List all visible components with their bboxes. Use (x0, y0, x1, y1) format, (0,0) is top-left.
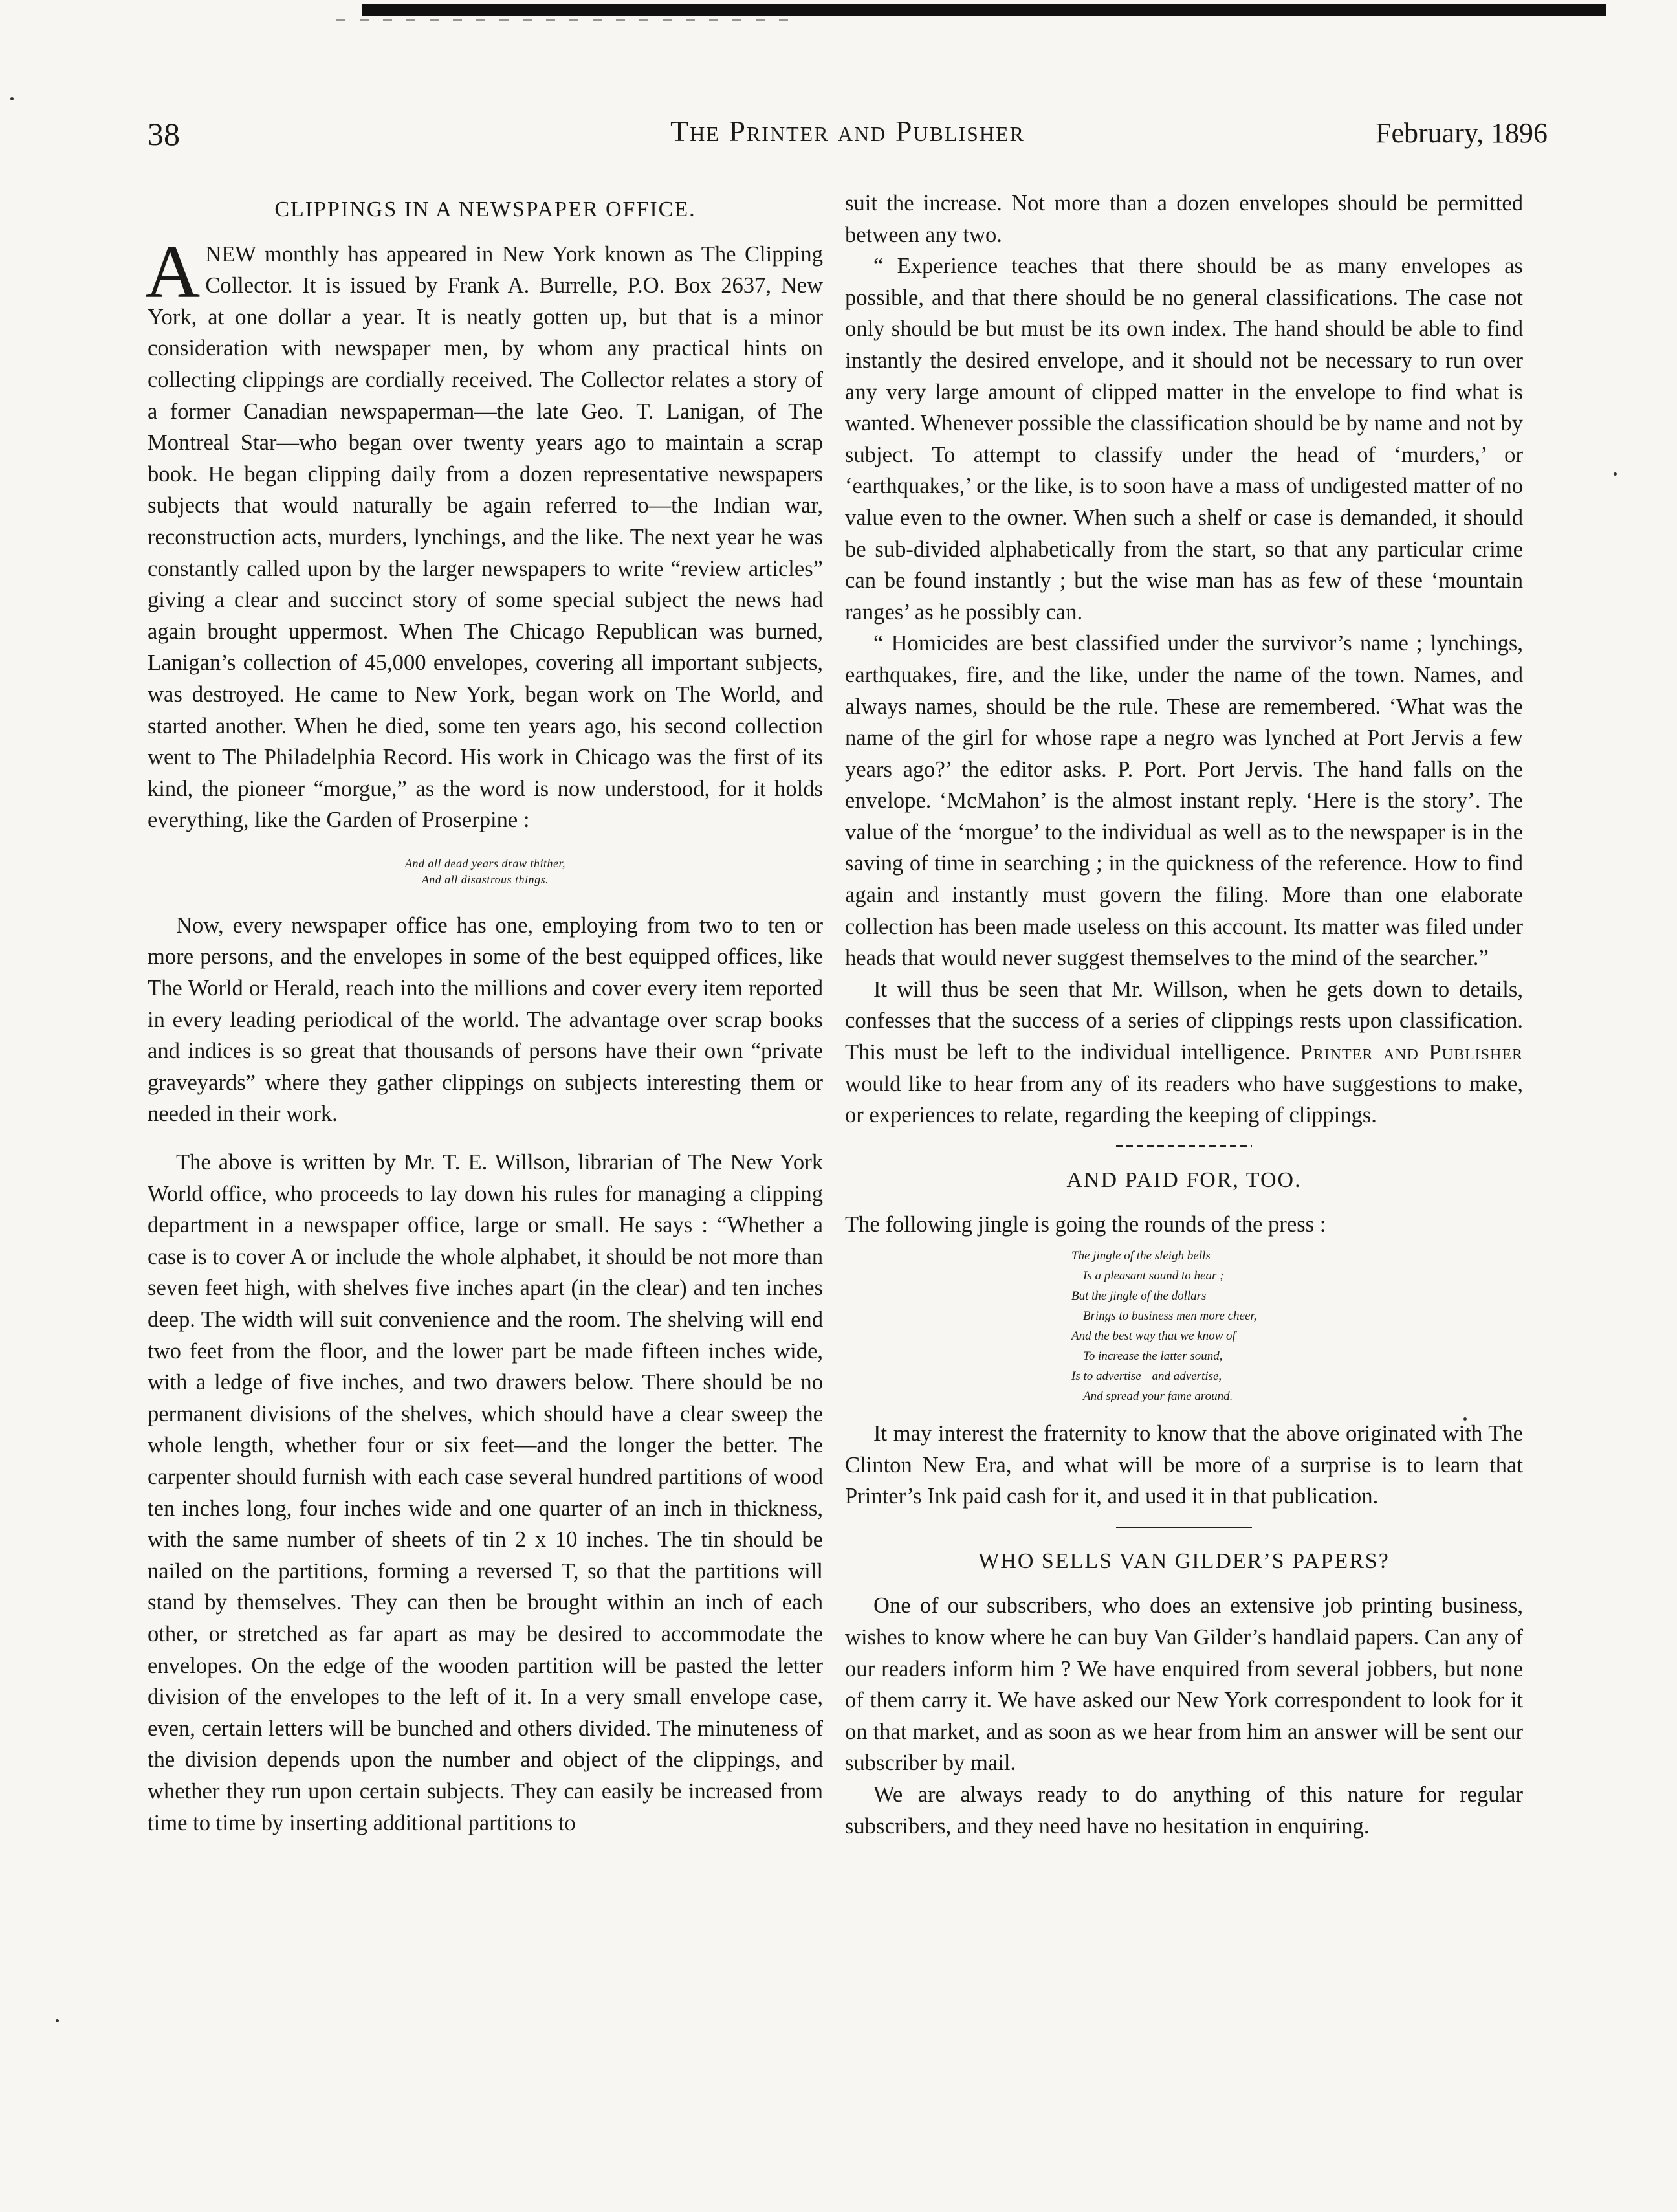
jingle-line: But the jingle of the dollars (1071, 1289, 1207, 1303)
jingle-line: The jingle of the sleigh bells (1071, 1249, 1211, 1263)
article-clippings (145, 194, 823, 1839)
page-number: 38 (148, 116, 180, 152)
print-speck (1614, 472, 1617, 476)
article-paragraph: Now, every newspaper office has one, employing from two to ten or more persons, and the envelopes in some of the best equipped offices, like The World or Herald, reach into the millions and cover every item reported in every leading periodical of the world. The advantage over scrap books and indices is so great that thousands of persons have their own “private graveyards” where they gather clippings on subjects interesting them or needed in their work. (148, 912, 823, 1127)
article-headline: WHO SELLS VAN GILDER’S PAPERS? (978, 1549, 1390, 1573)
drop-cap: A (145, 228, 201, 314)
jingle-line: Is to advertise—and advertise, (1071, 1369, 1222, 1383)
article-paragraph: One of our subscribers, who does an extensive job printing business, wishes to know where he can buy Van Gilder’s handlaid papers. Can any of our readers inform him ? We have enquired from several jobbers, but none of them carry it. We have asked our New York correspondent to look for it on that market, and as soon as we hear from him an answer will be sent our subscriber by mail. (845, 1593, 1523, 1776)
jingle-line: Is a pleasant sound to hear ; (1083, 1269, 1224, 1283)
page-header (148, 110, 1548, 155)
article-intro: The following jingle is going the rounds of the press : (845, 1212, 1326, 1237)
closing-text: would like to hear from any of its readers who have suggestions to make, or experiences to relate, regarding the keeping of clippings. (845, 1071, 1523, 1128)
article-paragraph: We are always ready to do anything of this nature for regular subscribers, and they need have no hesitation in enquiring. (845, 1782, 1523, 1839)
left-column (145, 188, 823, 1839)
jingle-line: Brings to business men more cheer, (1083, 1309, 1257, 1323)
right-column (845, 188, 1523, 1842)
article-paragraph: “ Homicides are best classified under the survivor’s name ; lynchings, earthquakes, fire, and the like, under the name of the town. Names, and always names, should be the rule. These are remembered. ‘What was the name of the girl for whose rape a negro was lynched at Port Jervis a few years ago?’ the editor asks. P. Port. Port Jervis. The hand falls on the envelope. ‘McMahon’ is the almost instant reply. ‘Here is the story’. The value of the ‘morgue’ to the individual as well as to the newspaper is in the saving of time in searching ; in the quickness of the reference. How to find again and instantly must govern the filing. More than one elaborate collection has been made useless on this account. Its matter was filed under heads that would never suggest themselves to the mind of the searcher.” (845, 631, 1523, 971)
publication-title: The Printer and Publisher (670, 115, 1025, 148)
issue-date: February, 1896 (1376, 117, 1548, 149)
article-headline: CLIPPINGS IN A NEWSPAPER OFFICE. (274, 197, 696, 221)
top-rule (362, 4, 1606, 16)
article-paragraph: It may interest the fraternity to know that the above originated with The Clinton New Era, and what will be more of a surprise is to learn that Printer’s Ink paid cash for it, and used it in that publication. (845, 1421, 1523, 1509)
verse-line: And all disastrous things. (421, 872, 549, 886)
print-speck (56, 2019, 59, 2022)
article-van-gilder (845, 1546, 1523, 1842)
publication-name: Printer and Publisher (1300, 1040, 1523, 1065)
article-paragraph (845, 974, 1523, 1131)
article-paid-for (845, 1165, 1523, 1512)
verse-quotation (148, 856, 823, 888)
article-paragraph: “ Experience teaches that there should be as many envelopes as possible, and that there should be no general classifications. The case not only should be but must be its own index. The hand should be able to find instantly the desired envelope, and it should not be necessary to run over any very large amount of clipped matter in the envelope to find what is wanted. Whenever possible the classification should be by name and not by subject. To attempt to classify under the head of ‘murders,’ or ‘earthquakes,’ or the like, is to soon have a mass of undigested matter of no value even to the owner. When such a shelf or case is demanded, it should be sub-divided alphabetically from the start, so that any particular crime can be found instantly ; but the wise man has as few of these ‘mountain ranges’ as he possibly can. (845, 254, 1523, 625)
section-divider (1116, 1527, 1252, 1528)
print-speck (10, 97, 14, 100)
article-paragraph: The above is written by Mr. T. E. Willson, librarian of The New York World office, who proceeds to lay down his rules for managing a clipping department in a newspaper office, large or small. He says : “Whether a case is to cover A or include the whole alphabet, it should be not more than seven feet high, with shelves five inches apart (in the clear) and ten inches deep. The width will suit convenience and the room. The shelving will end two feet from the floor, and the lower part be made fifteen inches wide, with a ledge of five inches, and two drawers below. There should be no permanent divisions of the shelves, which should have a clear sweep the whole length, whether four or six feet—and the longer the better. The carpenter should furnish with each case several hundred partitions of wood ten inches long, four inches wide and one quarter of an inch in thickness, with the same number of sheets of tin 2 x 10 inches. The tin should be nailed on the partitions, forming a reversed T, so that the partitions will stand by themselves. They can then be brought within an inch of each other, or stretched as far apart as may be desired to accommodate the envelopes. On the edge of the wooden partition will be pasted the letter division of the envelopes to the left of it. In a very small envelope case, even, certain letters will be bunched and others divided. The minuteness of the division depends upon the number and object of the clippings, and whether they run upon certain subjects. They can easily be increased from time to time by inserting additional partitions to (148, 1150, 823, 1835)
article-clippings-continued (845, 188, 1523, 1131)
article-paragraph: suit the increase. Not more than a dozen envelopes should be permitted between any two. (845, 191, 1523, 247)
jingle-verse (1071, 1246, 1523, 1406)
jingle-line: And spread your fame around. (1083, 1389, 1233, 1403)
print-speck (1463, 1417, 1467, 1421)
jingle-line: To increase the latter sound, (1083, 1349, 1223, 1363)
article-headline: AND PAID FOR, TOO. (1066, 1167, 1302, 1192)
closing-text: It will thus be seen that Mr. Willson, when he gets down to details, confesses that the success of a series of clippings rests upon classification. This must be left to the individual intelligence. (845, 977, 1523, 1065)
verse-line: And all dead years draw thither, (405, 856, 565, 870)
section-divider (1116, 1145, 1252, 1147)
article-paragraph: A NEW monthly has appeared in New York known as The Clipping Collector. It is issued by Frank A. Burrelle, P.O. Box 2637, New York, at one dollar a year. It is neatly gotten up, but that is a minor consideration with newspaper men, by whom any practical hints on collecting clippings are cordially received. The Collector relates a story of a former Canadian newspaperman—the late Geo. T. Lanigan, of The Montreal Star—who began over twenty years ago to maintain a scrap book. He began clipping daily from a dozen representative newspapers subjects that would naturally be again referred to—the Indian war, reconstruction acts, murders, lynchings, and the like. The next year he was constantly called upon by the larger newspapers to write “review articles” giving a clear and succinct story of some special subject the news had again brought uppermost. When The Chicago Republican was burned, Lanigan’s collection of 45,000 envelopes, covering all important subjects, was destroyed. He came to New York, began work on The World, and started another. When he died, some ten years ago, his second collection went to The Philadelphia Record. His work in Chicago was the first of its kind, the pioneer “morgue,” as the word is now understood, for it holds everything, like the Garden of Proserpine : (145, 228, 823, 833)
jingle-line: And the best way that we know of (1071, 1329, 1236, 1343)
top-rule-fade (336, 19, 789, 21)
